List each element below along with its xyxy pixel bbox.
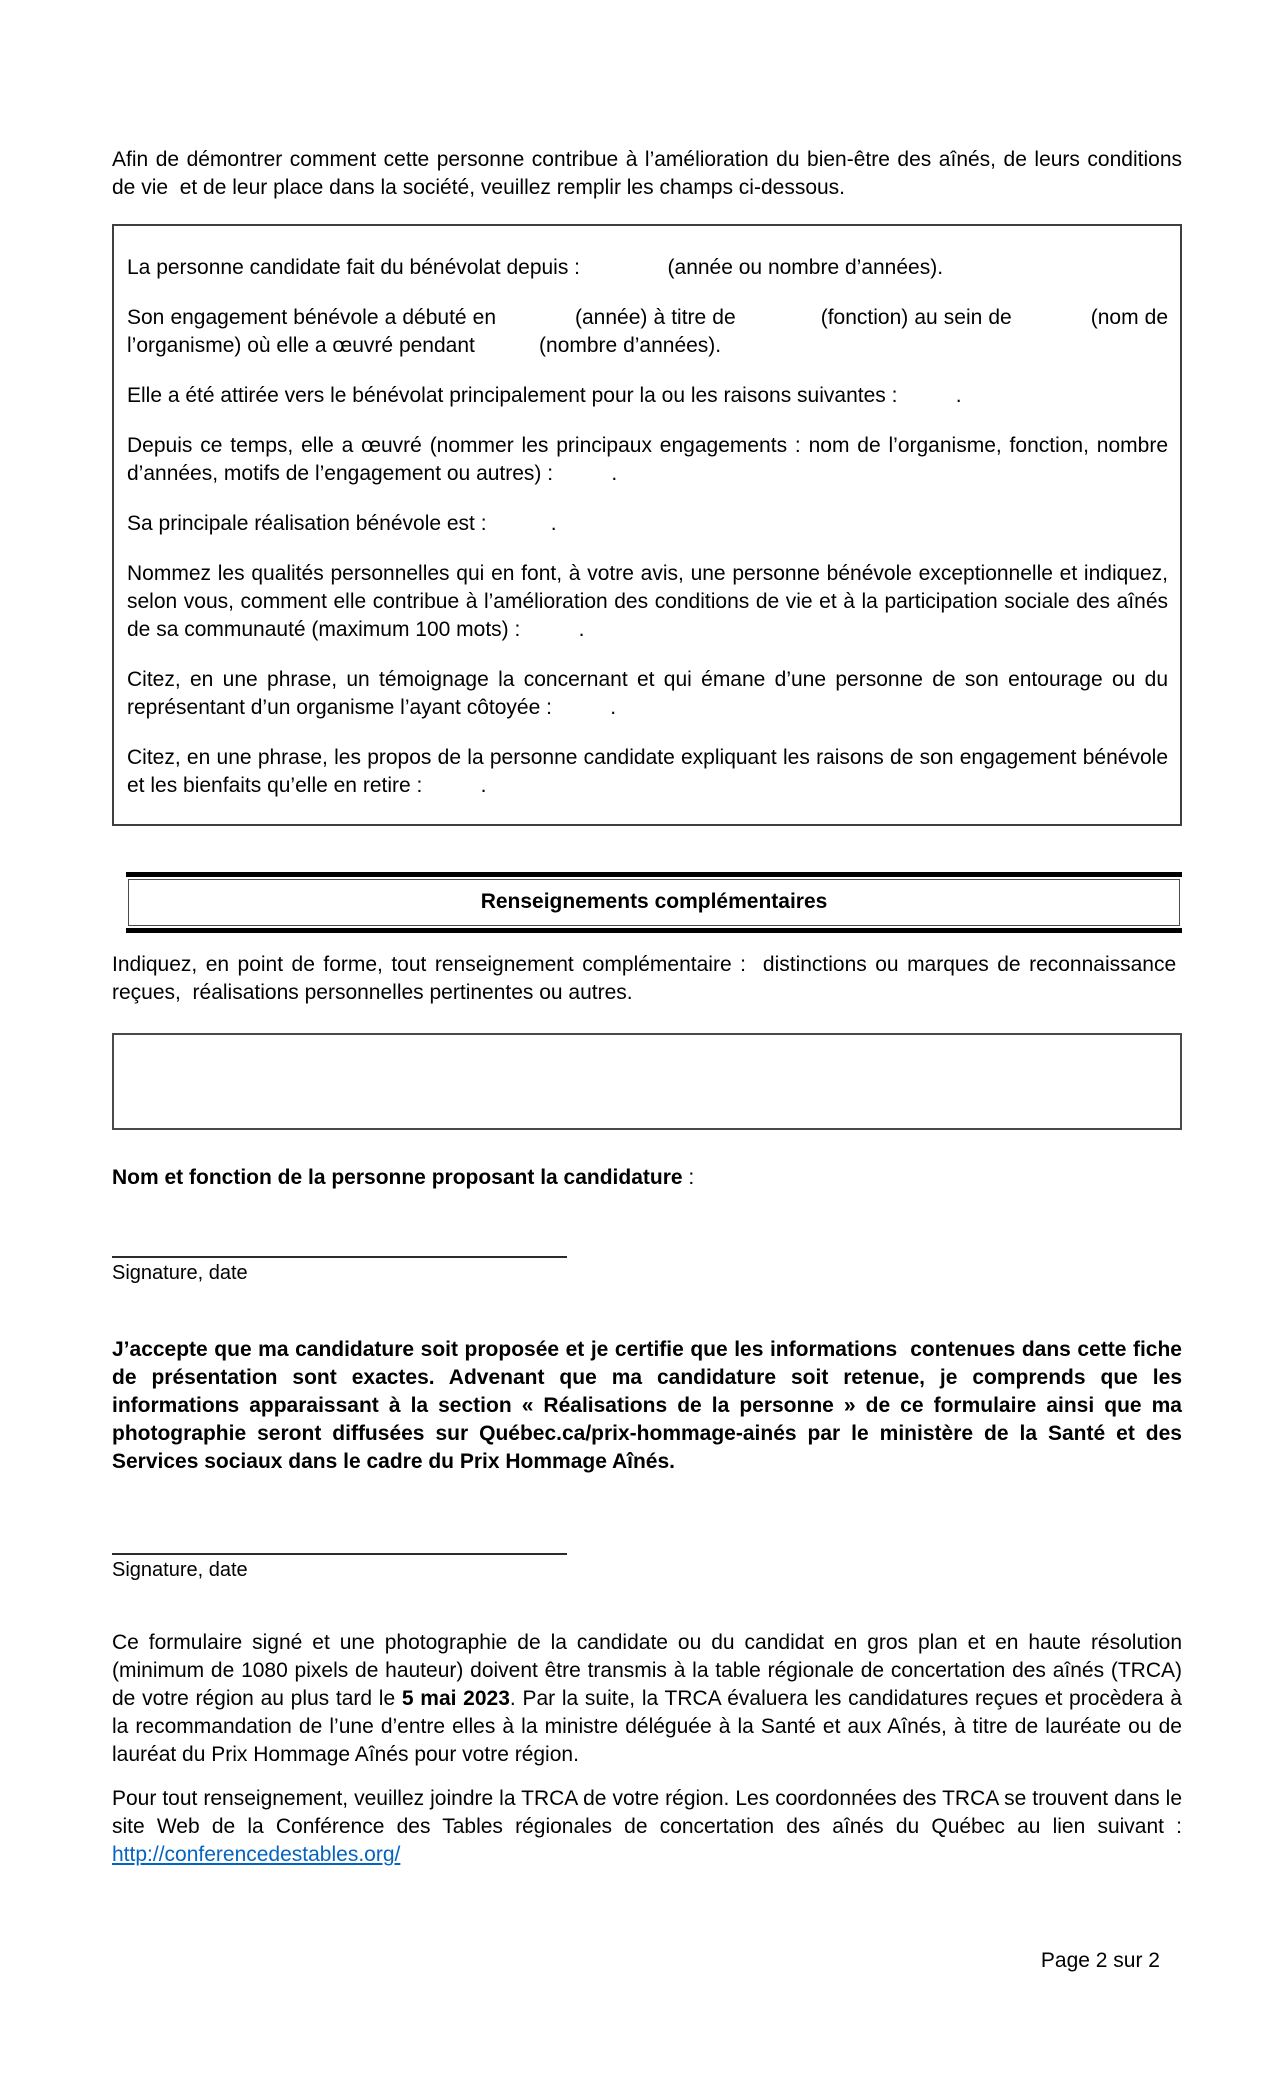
contact-info [112, 1785, 1182, 1869]
proposer-label: Nom et fonction de la personne proposant la candidature [112, 1166, 683, 1189]
form-field-main-achievement: Sa principale réalisation bénévole est : . [127, 512, 557, 535]
intro-paragraph: Afin de démontrer comment cette personne contribue à l’amélioration du bien-être des aînés, de leurs conditions de vie et de leur place dans la société, veuillez remplir les champs ci-dessous. [112, 148, 1182, 199]
form-field-testimonial: Citez, en une phrase, un témoignage la concernant et qui émane d’une personne de son entourage ou du représentant d’un organisme l’ayant côtoyée : . [127, 668, 1168, 719]
form-field-attraction-reasons: Elle a été attirée vers le bénévolat principalement pour la ou les raisons suivantes : . [127, 384, 962, 407]
form-field-personal-qualities: Nommez les qualités personnelles qui en font, à votre avis, une personne bénévole exceptionnelle et indiquez, selon vous, comment elle contribue à l’amélioration des conditions de vie et à la participation sociale des aînés de sa communauté (maximum 100 mots) : . [127, 562, 1168, 641]
submission-instructions [112, 1629, 1182, 1769]
contact-text: Pour tout renseignement, veuillez joindre la TRCA de votre région. Les coordonnées des TRCA se trouvent dans le site Web de la Conférence des Tables régionales de concertation des aînés du Québec au lien suivant : [112, 1787, 1182, 1838]
page-number: Page 2 sur 2 [1040, 1949, 1160, 1972]
candidate-signature-date-label: Signature, date [112, 1559, 248, 1581]
form-field-candidate-quote: Citez, en une phrase, les propos de la personne candidate expliquant les raisons de son engagement bénévole et les bienfaits qu’elle en retire : . [127, 746, 1168, 797]
form-field-engagement-start: Son engagement bénévole a débuté en (année) à titre de (fonction) au sein de (nom de l’organisme) où elle a œuvré pendant (nombre d’années). [127, 306, 1168, 357]
additional-info-input-box[interactable] [112, 1033, 1182, 1130]
acceptance-statement: J’accepte que ma candidature soit proposée et je certifie que les informations contenues dans cette fiche de présentation sont exactes. Advenant que ma candidature soit retenue, je comprends que les informations apparaissant à la section « Réalisations de la personne » de ce formulaire ainsi que ma photographie seront diffusées sur Québec.ca/prix-hommage-ainés par le ministère de la Santé et des Services sociaux dans le cadre du Prix Hommage Aînés. [112, 1338, 1182, 1473]
signature-block-proposer [112, 1256, 1182, 1286]
form-field-volunteering-since: La personne candidate fait du bénévolat depuis : (année ou nombre d’années). [127, 256, 944, 279]
candidate-info-box [112, 224, 1182, 826]
proposer-label-line [112, 1164, 1182, 1192]
section-header-title: Renseignements complémentaires [128, 879, 1180, 926]
submission-text-before-deadline: Ce formulaire signé et une photographie de la candidate ou du candidat en gros plan et en haute résolution (minimum de 1080 pixels de hauteur) doivent être transmis à la table régionale de concertation des aînés (TRCA) de votre région au plus tard le [112, 1631, 1182, 1710]
form-field-main-engagements: Depuis ce temps, elle a œuvré (nommer les principaux engagements : nom de l’organisme, fonction, nombre d’années, motifs de l’engagement ou autres) : . [127, 434, 1168, 485]
signature-block-candidate [112, 1553, 1182, 1583]
deadline-date: 5 mai 2023 [401, 1687, 510, 1710]
submission-text-after-deadline: . Par la suite, la TRCA évaluera les candidatures reçues et procèdera à la recommandation de l’une d’entre elles à la ministre déléguée à la Santé et aux Aînés, à titre de lauréate ou de lauréat du Prix Hommage Aînés pour votre région. [112, 1687, 1182, 1766]
additional-info-instructions: Indiquez, en point de forme, tout renseignement complémentaire : distinctions ou marques de reconnaissance reçues, réalisations personnelles pertinentes ou autres. [112, 953, 1182, 1004]
trca-website-link[interactable]: http://conferencedestables.org/ [112, 1843, 401, 1866]
section-header [126, 872, 1182, 933]
proposer-label-colon: : [682, 1166, 695, 1189]
proposer-signature-date-label: Signature, date [112, 1262, 248, 1284]
